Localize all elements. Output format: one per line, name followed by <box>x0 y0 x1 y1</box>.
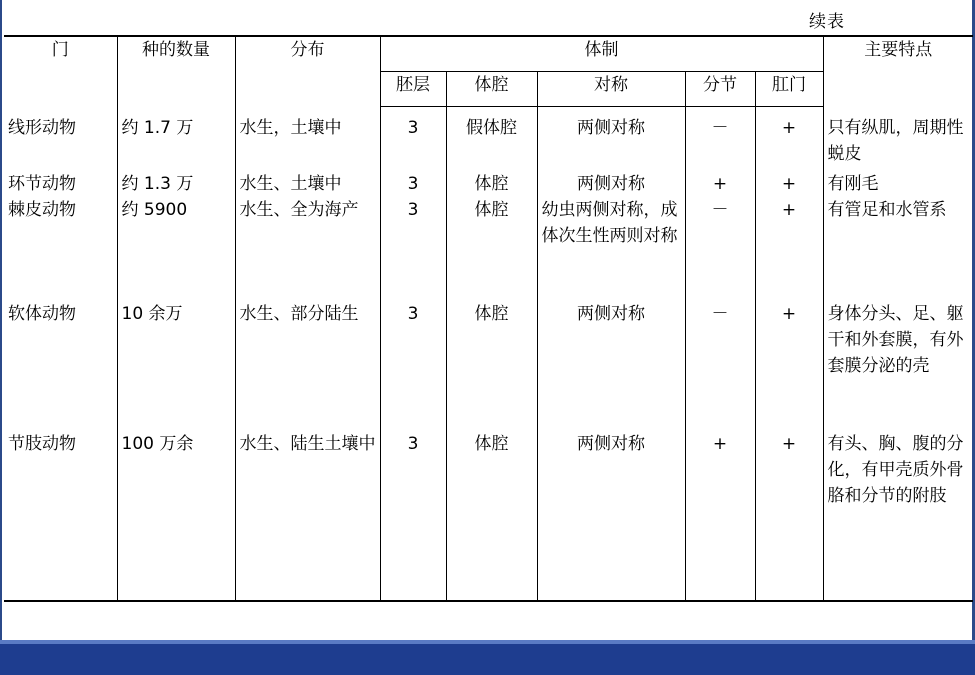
cell-species-count: 约 1.7 万 <box>117 107 235 171</box>
cell-species-count: 100 万余 <box>117 431 235 601</box>
header-phylum: 门 <box>4 36 117 107</box>
table-row <box>4 197 973 301</box>
cell-body-cavity: 体腔 <box>446 197 537 301</box>
cell-germ-layers: 3 <box>380 431 446 601</box>
cell-body-cavity: 体腔 <box>446 431 537 601</box>
table-row <box>4 171 973 197</box>
table-row <box>4 431 973 601</box>
cell-phylum: 节肢动物 <box>4 431 117 601</box>
cell-main-features: 只有纵肌，周期性蜕皮 <box>823 107 973 171</box>
cell-germ-layers: 3 <box>380 107 446 171</box>
cell-distribution: 水生、部分陆生 <box>235 301 380 431</box>
cell-symmetry: 两侧对称 <box>537 107 685 171</box>
cell-body-cavity: 假体腔 <box>446 107 537 171</box>
cell-germ-layers: 3 <box>380 301 446 431</box>
table-row <box>4 107 973 171</box>
cell-symmetry: 幼虫两侧对称，成体次生性两则对称 <box>537 197 685 301</box>
animal-phyla-table <box>4 35 973 602</box>
cell-distribution: 水生，土壤中 <box>235 107 380 171</box>
footer-bar <box>0 644 975 675</box>
cell-species-count: 约 1.3 万 <box>117 171 235 197</box>
header-distribution: 分布 <box>235 36 380 107</box>
cell-main-features: 有管足和水管系 <box>823 197 973 301</box>
cell-germ-layers: 3 <box>380 171 446 197</box>
cell-distribution: 水生、土壤中 <box>235 171 380 197</box>
left-frame-edge <box>0 0 2 675</box>
header-segmentation: 分节 <box>685 72 755 107</box>
cell-segmentation: － <box>685 197 755 301</box>
cell-phylum: 软体动物 <box>4 301 117 431</box>
cell-anus: + <box>755 107 823 171</box>
cell-anus: + <box>755 197 823 301</box>
cell-segmentation: － <box>685 301 755 431</box>
header-anus: 肛门 <box>755 72 823 107</box>
cell-distribution: 水生、陆生土壤中 <box>235 431 380 601</box>
header-germ-layers: 胚层 <box>380 72 446 107</box>
cell-segmentation: － <box>685 107 755 171</box>
cell-symmetry: 两侧对称 <box>537 171 685 197</box>
header-main-features: 主要特点 <box>823 36 973 107</box>
cell-segmentation: + <box>685 431 755 601</box>
cell-anus: + <box>755 171 823 197</box>
header-symmetry: 对称 <box>537 72 685 107</box>
cell-main-features: 身体分头、足、躯干和外套膜，有外套膜分泌的壳 <box>823 301 973 431</box>
header-species-count: 种的数量 <box>117 36 235 107</box>
cell-anus: + <box>755 431 823 601</box>
cell-main-features: 有头、胸、腹的分化，有甲壳质外骨胳和分节的附肢 <box>823 431 973 601</box>
cell-body-cavity: 体腔 <box>446 301 537 431</box>
cell-symmetry: 两侧对称 <box>537 431 685 601</box>
cell-germ-layers: 3 <box>380 197 446 301</box>
table-caption: 续表 <box>809 12 845 32</box>
cell-distribution: 水生、全为海产 <box>235 197 380 301</box>
cell-phylum: 棘皮动物 <box>4 197 117 301</box>
cell-anus: + <box>755 301 823 431</box>
header-body-plan: 体制 <box>380 36 823 72</box>
cell-species-count: 10 余万 <box>117 301 235 431</box>
cell-symmetry: 两侧对称 <box>537 301 685 431</box>
cell-species-count: 约 5900 <box>117 197 235 301</box>
cell-phylum: 环节动物 <box>4 171 117 197</box>
cell-segmentation: + <box>685 171 755 197</box>
cell-body-cavity: 体腔 <box>446 171 537 197</box>
table-row <box>4 301 973 431</box>
cell-phylum: 线形动物 <box>4 107 117 171</box>
cell-main-features: 有刚毛 <box>823 171 973 197</box>
header-body-cavity: 体腔 <box>446 72 537 107</box>
